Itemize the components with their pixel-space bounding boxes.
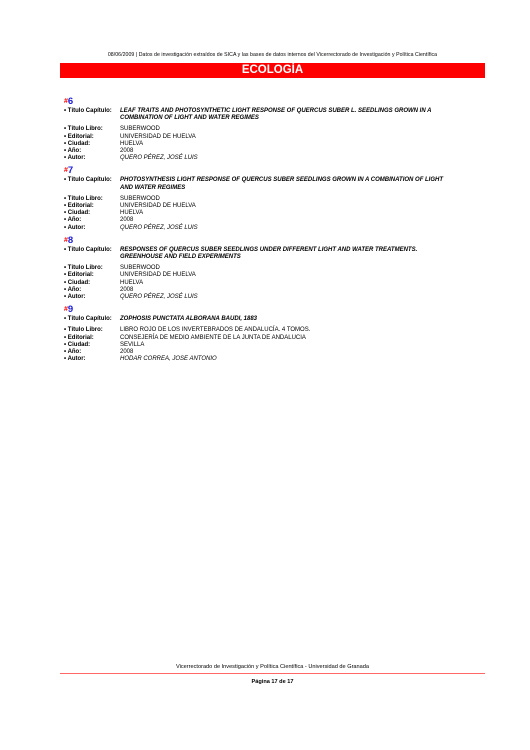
hash-mark: # — [64, 167, 68, 175]
entry-number-value: 9 — [67, 304, 74, 316]
publisher-row — [64, 272, 444, 279]
year-value: 2008 — [120, 217, 134, 224]
year-label: • Año: — [64, 217, 82, 224]
city-label: • Ciudad: — [64, 279, 91, 286]
publisher-label: • Editorial: — [64, 203, 94, 210]
author-row — [64, 356, 444, 363]
page-header: 08/06/2009 | Datos de investigación extraídos de SICA y las bases de datos internos del Vicerrectorado de Investigación y Política Científica — [107, 52, 438, 58]
entry-number-value: 6 — [67, 96, 74, 107]
entry-number-value: 8 — [67, 234, 74, 246]
publisher-value: UNIVERSIDAD DE HUELVA — [120, 272, 196, 279]
city-value: HUELVA — [120, 279, 144, 286]
chapter-row — [64, 316, 444, 323]
chapter-title: ZOPHOSIS PUNCTATA ALBORANA BAUDI, 1883 — [120, 316, 258, 323]
publication-entry — [64, 165, 444, 231]
hash-mark: # — [64, 98, 68, 105]
city-value: HUELVA — [120, 210, 144, 217]
year-value: 2008 — [120, 148, 134, 155]
author-value: QUERO PÉREZ, JOSÉ LUIS — [120, 224, 198, 231]
entry-number — [64, 165, 444, 177]
publisher-value: CONSEJERÍA DE MEDIO AMBIENTE DE LA JUNTA DE ANDALUCIA — [120, 334, 306, 341]
city-value: HUELVA — [120, 140, 144, 147]
author-row — [64, 225, 444, 232]
book-label: • Título Libro: — [64, 327, 103, 334]
entry-number — [64, 96, 444, 108]
book-label: • Título Libro: — [64, 265, 103, 272]
publisher-label: • Editorial: — [64, 133, 94, 140]
chapter-row — [64, 247, 444, 261]
entry-number — [64, 235, 444, 247]
book-title: SUBERWOOD — [120, 195, 160, 202]
city-row — [64, 342, 444, 349]
publisher-row — [64, 134, 444, 141]
book-row — [64, 126, 444, 133]
author-value: HODAR CORREA, JOSE ANTONIO — [120, 356, 217, 363]
chapter-row — [64, 108, 444, 122]
book-label: • Título Libro: — [64, 126, 103, 133]
year-row — [64, 217, 444, 224]
author-row — [64, 294, 444, 301]
book-row — [64, 265, 444, 272]
author-label: • Autor: — [64, 155, 86, 162]
author-label: • Autor: — [64, 294, 86, 301]
city-row — [64, 280, 444, 287]
city-label: • Ciudad: — [64, 341, 91, 348]
publication-entry — [64, 96, 444, 162]
hash-mark: # — [64, 236, 68, 244]
city-label: • Ciudad: — [64, 210, 91, 217]
chapter-label: • Título Capítulo: — [64, 316, 112, 323]
city-row — [64, 210, 444, 217]
chapter-label: • Título Capítulo: — [64, 108, 112, 114]
city-label: • Ciudad: — [64, 140, 91, 147]
publication-entry — [64, 304, 444, 363]
city-value: SEVILLA — [120, 341, 145, 348]
year-label: • Año: — [64, 148, 82, 155]
chapter-label: • Título Capítulo: — [64, 246, 112, 253]
year-label: • Año: — [64, 349, 82, 356]
year-value: 2008 — [120, 349, 134, 356]
hash-mark: # — [64, 306, 68, 314]
book-title: SUBERWOOD — [120, 126, 160, 133]
chapter-title: PHOTOSYNTHESIS LIGHT RESPONSE OF QUERCUS SUBER SEEDLINGS GROWN IN A COMBINATION OF LIGHT AND WATER REGIMES — [120, 177, 444, 191]
book-title: LIBRO ROJO DE LOS INVERTEBRADOS DE ANDALUCÍA. 4 TOMOS. — [120, 327, 311, 334]
year-row — [64, 349, 444, 356]
entries-list — [64, 96, 444, 366]
publisher-row — [64, 203, 444, 210]
book-row — [64, 327, 444, 334]
page-number: Página 17 de 17 — [251, 679, 294, 685]
chapter-label: • Título Capítulo: — [64, 177, 112, 184]
publisher-value: UNIVERSIDAD DE HUELVA — [120, 133, 196, 140]
author-label: • Autor: — [64, 224, 86, 231]
city-row — [64, 141, 444, 148]
book-label: • Título Libro: — [64, 195, 103, 202]
entry-number — [64, 304, 444, 316]
chapter-title: RESPONSES OF QUERCUS SUBER SEEDLINGS UNDER DIFFERENT LIGHT AND WATER TREATMENTS. GREENHOUSE AND FIELD EXPERIMENTS — [120, 246, 418, 261]
author-value: QUERO PÉREZ, JOSÉ LUIS — [120, 155, 198, 162]
footer-institution: Vicerrectorado de Investigación y Política Científica - Universidad de Granada — [176, 664, 369, 670]
footer-divider — [60, 673, 485, 674]
entry-number-value: 7 — [67, 165, 74, 177]
publisher-value: UNIVERSIDAD DE HUELVA — [120, 203, 196, 210]
book-title: SUBERWOOD — [120, 265, 160, 272]
publication-entry — [64, 235, 444, 301]
year-row — [64, 287, 444, 294]
publisher-row — [64, 335, 444, 342]
author-value: QUERO PÉREZ, JOSÉ LUIS — [120, 294, 198, 301]
chapter-title: LEAF TRAITS AND PHOTOSYNTHETIC LIGHT RESPONSE OF QUERCUS SUBER L. SEEDLINGS GROWN IN A COMBINATION OF LIGHT AND WATER REGIMES — [120, 108, 432, 122]
section-title: ECOLOGÍA — [60, 63, 485, 78]
book-row — [64, 196, 444, 203]
publisher-label: • Editorial: — [64, 334, 94, 341]
publisher-label: • Editorial: — [64, 272, 94, 279]
year-label: • Año: — [64, 286, 82, 293]
chapter-row — [64, 177, 444, 191]
year-value: 2008 — [120, 286, 134, 293]
author-label: • Autor: — [64, 356, 86, 363]
author-row — [64, 155, 444, 162]
